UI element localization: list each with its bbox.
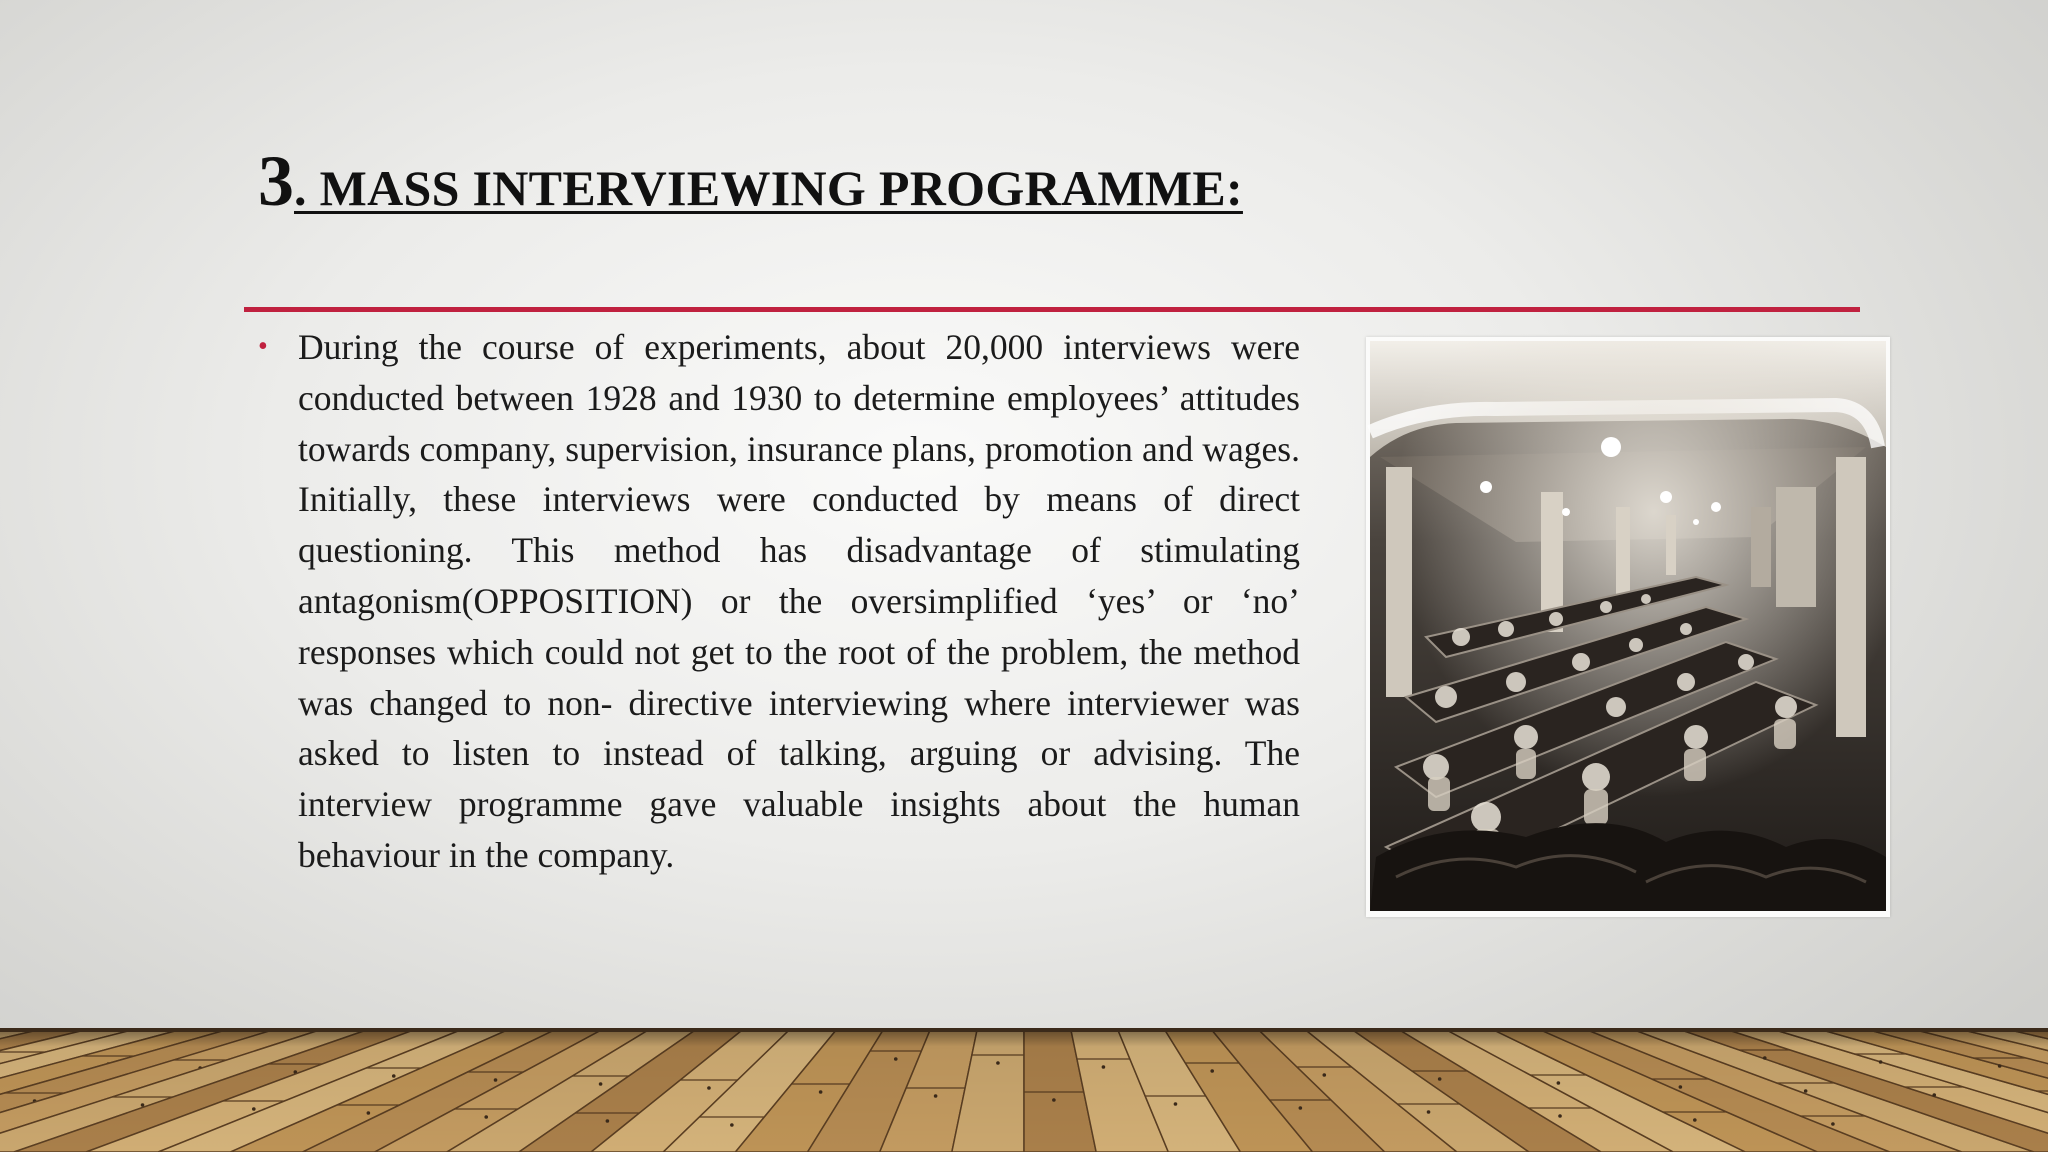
wood-floor (0, 1028, 2048, 1152)
title-divider (244, 307, 1860, 312)
photo-illustration (1366, 337, 1890, 917)
title-text: . MASS INTERVIEWING PROGRAMME: (294, 160, 1243, 216)
bullet-text: During the course of experiments, about 20,000 interviews were conducted between 1928 and 1930 to determine employees’ attitudes towards company, supervision, insurance plans, promotion and wages. Initially, these interviews were conducted by means of direct questioning. This method has disadvantage of stimulating antagonism(OPPOSITION) or the oversimplified ‘yes’ or ‘no’ responses which could not get to the root of the problem, the method was changed to non- directive interviewing where interviewer was asked to listen to instead of talking, arguing or advising. The interview programme gave valuable insights about the human behaviour in the company. (298, 327, 1300, 875)
bullet-item (258, 322, 1300, 881)
factory-workers-photo (1366, 337, 1890, 917)
title-number: 3 (258, 141, 294, 221)
slide-title (258, 140, 1243, 223)
wood-floor-texture (0, 1028, 2048, 1152)
bullet-icon: • (258, 331, 268, 362)
